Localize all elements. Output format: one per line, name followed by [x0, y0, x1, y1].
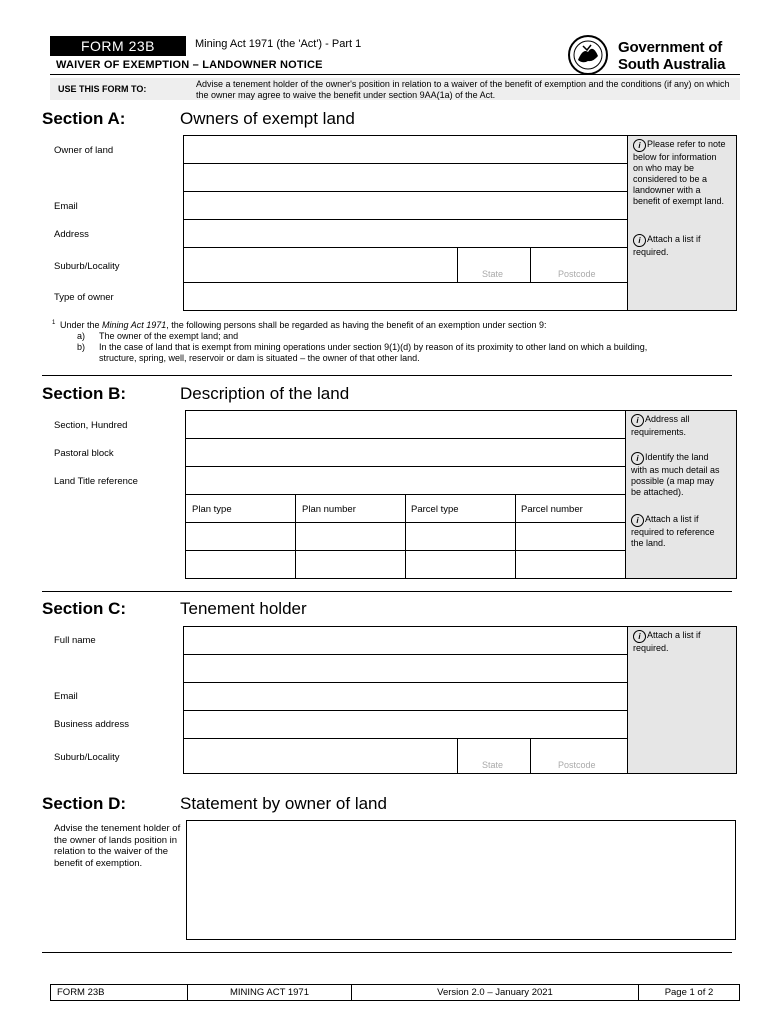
plan-number-field-2[interactable] [295, 550, 406, 579]
section-d-title: Statement by owner of land [180, 794, 387, 813]
info-icon: i [633, 139, 646, 152]
state-placeholder: State [482, 760, 504, 770]
parcel-type-field-2[interactable] [405, 550, 516, 579]
state-badge-logo-icon [563, 34, 613, 76]
footer-version-cell: Version 2.0 – January 2021 [351, 984, 639, 1001]
state-placeholder: State [482, 269, 504, 279]
info-icon: i [633, 234, 646, 247]
footnote-intro: Under the Mining Act 1971, the following persons shall be regarded as having the benefit of an exemption under section 9: [60, 320, 547, 330]
type-of-owner-label: Type of owner [54, 292, 114, 303]
full-name-field-1[interactable] [183, 626, 628, 655]
address-label: Address [54, 229, 89, 240]
section-b-title: Description of the land [180, 384, 350, 403]
footnote-a-mark: a) [77, 331, 86, 341]
section-c-note-1: i Attach a list if required. [633, 630, 701, 653]
plan-type-label: Plan type [192, 504, 232, 515]
section-a-note-1: i Please refer to note below for information on who may be considered to be a landowner with a benefit of exempt land. [633, 139, 726, 206]
parcel-number-field-1[interactable] [515, 522, 626, 551]
pastoral-block-field[interactable] [185, 438, 626, 467]
email-label: Email [54, 201, 78, 212]
info-icon: i [631, 452, 644, 465]
footnote-b-mark: b) [77, 342, 86, 352]
tenement-email-field[interactable] [183, 682, 628, 711]
plan-type-field-1[interactable] [185, 522, 296, 551]
header-divider [50, 74, 740, 75]
suburb-label: Suburb/Locality [54, 261, 120, 272]
owner-of-land-label: Owner of land [54, 145, 114, 156]
plan-number-label: Plan number [302, 504, 356, 515]
section-hundred-field[interactable] [185, 410, 626, 439]
footer-act-cell: MINING ACT 1971 [187, 984, 352, 1001]
pastoral-block-label: Pastoral block [54, 448, 114, 459]
section-b-number: Section B: [42, 384, 127, 403]
info-icon: i [631, 514, 644, 527]
postcode-placeholder: Postcode [558, 269, 596, 279]
footnote-mark: 1 [52, 320, 56, 326]
owner-of-land-field-2[interactable] [183, 163, 628, 192]
section-hundred-label: Section, Hundred [54, 420, 128, 431]
tenement-suburb-field[interactable] [183, 738, 458, 774]
land-title-reference-field[interactable] [185, 466, 626, 495]
statement-label: Advise the tenement holder of the owner of lands position in relation to the waiver of the benefit of exemption. [54, 823, 181, 869]
section-a-number: Section A: [42, 109, 126, 128]
business-address-label: Business address [54, 719, 129, 730]
section-c-number: Section C: [42, 599, 127, 618]
purpose-label: USE THIS FORM TO: [58, 84, 147, 94]
section-a-title: Owners of exempt land [180, 109, 355, 128]
section-b-note-1: i Address all requirements. [631, 414, 690, 437]
section-c-title: Tenement holder [180, 599, 307, 618]
footer-page-cell: Page 1 of 2 [638, 984, 740, 1001]
land-title-reference-label: Land Title reference [54, 476, 138, 487]
owner-suburb-field[interactable] [183, 247, 458, 283]
full-name-field-2[interactable] [183, 654, 628, 683]
footer-form-cell: FORM 23B [50, 984, 188, 1001]
owner-of-land-field-1[interactable] [183, 135, 628, 164]
info-icon: i [631, 414, 644, 427]
parcel-type-label: Parcel type [411, 504, 459, 515]
parcel-type-field-1[interactable] [405, 522, 516, 551]
section-a-note-2: i Attach a list if required. [633, 234, 701, 257]
government-name-line1: Government of [618, 39, 723, 56]
section-d-number: Section D: [42, 794, 127, 813]
notice-title: WAIVER OF EXEMPTION – LANDOWNER NOTICE [56, 59, 323, 71]
statement-field[interactable] [186, 820, 736, 940]
section-divider [42, 952, 732, 953]
form-number-badge: FORM 23B [50, 36, 186, 56]
postcode-placeholder: Postcode [558, 760, 596, 770]
section-divider [42, 591, 732, 592]
footnote-b: In the case of land that is exempt from mining operations under section 9(1)(d) by reason of its proximity to other land on which a building, structure, spring, well, reservoir or dam is situated – the owner of that other land. [99, 342, 648, 363]
owner-address-field[interactable] [183, 219, 628, 248]
section-b-note-3: i Attach a list if required to reference the land. [631, 514, 715, 548]
email-label: Email [54, 691, 78, 702]
suburb-label: Suburb/Locality [54, 752, 120, 763]
purpose-description: Advise a tenement holder of the owner's position in relation to a waiver of the benefit of exemption and the conditions (if any) on which the owner may agree to waive the benefit under section 9AA(1a) of the Act. [196, 79, 730, 100]
info-icon: i [633, 630, 646, 643]
section-divider [42, 375, 732, 376]
section-b-note-2: i Identify the land with as much detail as possible (a map may be attached). [631, 452, 720, 497]
type-of-owner-field[interactable] [183, 282, 628, 311]
parcel-number-field-2[interactable] [515, 550, 626, 579]
act-title: Mining Act 1971 (the 'Act') - Part 1 [195, 38, 362, 50]
business-address-field[interactable] [183, 710, 628, 739]
government-name-line2: South Australia [618, 56, 726, 73]
plan-number-field-1[interactable] [295, 522, 406, 551]
full-name-label: Full name [54, 635, 96, 646]
parcel-number-label: Parcel number [521, 504, 583, 515]
footnote-a: The owner of the exempt land; and [99, 331, 239, 341]
plan-type-field-2[interactable] [185, 550, 296, 579]
owner-email-field[interactable] [183, 191, 628, 220]
